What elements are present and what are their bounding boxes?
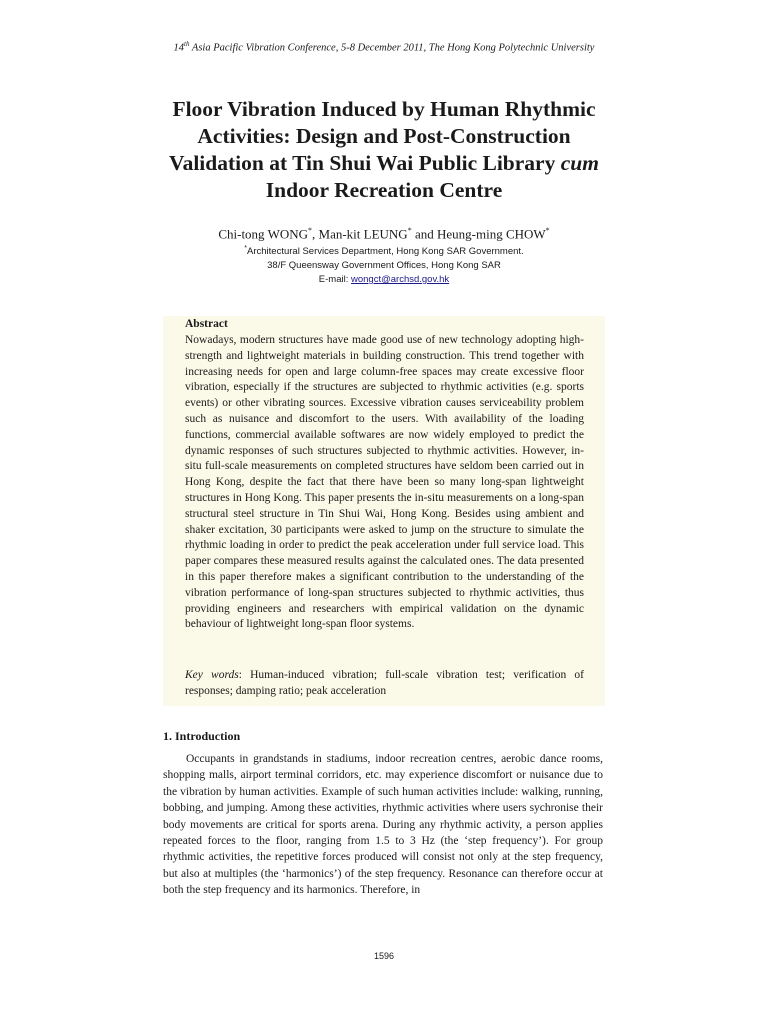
affiliation-mark: * [244, 245, 248, 252]
conference-header [0, 40, 768, 54]
title-line-3-main: Validation at Tin Shui Wai Public Library [169, 151, 561, 175]
introduction-body: Occupants in grandstands in stadiums, indoor recreation centres, aerobic dance rooms, shopping malls, airport terminal corridors, etc. may experience discomfort or nuisance due to the vibration by human activities. Example of such human activities include: walking, running, bobbing, and jumping. Among these activities, rhythmic activities where users sychronise their body movements are critical for sports arena. During any rhythmic activity, a person applies repeated forces to the floor, ranging from 1.5 to 3 Hz (the ‘step frequency’). For group rhythmic activities, the repetitive forces produced will consist not only at the step frequency, but also at multiples (the ‘harmonics’) of the step frequency. Resonance can therefore occur at both the step frequency and its harmonics. Therefore, in [163, 753, 603, 897]
paper-title [120, 96, 648, 204]
email-label: E-mail: [318, 274, 351, 285]
author-3-mark: * [545, 226, 550, 235]
introduction-heading: 1. Introduction [163, 729, 241, 743]
page-number: 1596 [373, 951, 395, 961]
conference-name: Asia Pacific Vibration Conference, 5-8 December 2011, The Hong Kong Polytechnic University [189, 42, 595, 54]
conference-ordinal-suffix: th [184, 40, 190, 48]
author-2: Man-kit LEUNG [318, 226, 408, 242]
affiliation-line-2: 38/F Queensway Government Offices, Hong Kong SAR [267, 260, 501, 271]
author-list [0, 226, 768, 242]
title-line-2: Activities: Design and Post-Construction [197, 124, 571, 148]
abstract-body: Nowadays, modern structures have made good use of new technology adopting high-strength and lightweight materials in building construction. This trend together with increasing needs for open and large column-free spaces may create excessive floor vibration, especially if the structures are subjected to rhythmic activities (e.g. sports events) or other vibrating sources. Excessive vibration causes serviceability problem such as nuisance and discomfort to the users. With availability of the loading functions, commercial available softwares are now widely employed to predict the dynamic responses of such structures subjected to rhythmic activities. However, in-situ full-scale measurements on completed structures have seldom been carried out in Hong Kong, despite the fact that there have been so many long-span lightweight structures in Hong Kong. This paper presents the in-situ measurements on a long-span structural steel structure in Tin Shui Wai, Hong Kong. Besides using ambient and shaker excitation, 30 participants were asked to jump on the structure to simulate the rhythmic loading in order to predict the peak acceleration under full service load. This paper compares these measured results against the calculated ones. The data presented in this paper therefore makes a significant contribution to the understanding of the vibration performance of long-span structures subjected to rhythmic activities, thus providing engineers and researchers with empirical validation on the dynamic behaviour of lightweight long-span floor systems. [185, 334, 584, 631]
affiliation-line-1 [0, 245, 768, 257]
author-3: Heung-ming CHOW [436, 226, 546, 242]
email-link[interactable]: wongct@archsd.gov.hk [351, 274, 450, 285]
abstract-heading: Abstract [185, 318, 228, 330]
keywords-label: Key words [185, 669, 239, 681]
author-2-mark: * [407, 226, 412, 235]
title-line-3 [120, 150, 648, 177]
affiliation-department: Architectural Services Department, Hong Kong SAR Government. [247, 246, 524, 258]
author-separator-1: , [312, 226, 319, 242]
affiliation-email-line [0, 274, 768, 285]
title-line-3-italic: cum [560, 151, 599, 175]
title-line-4: Indoor Recreation Centre [265, 178, 503, 202]
author-1-mark: * [308, 226, 313, 235]
title-line-1: Floor Vibration Induced by Human Rhythmic [172, 97, 596, 121]
author-separator-2: and [411, 226, 437, 242]
keywords [185, 668, 584, 700]
author-1: Chi-tong WONG [218, 226, 309, 242]
conference-ordinal: 14 [173, 42, 185, 54]
keywords-text: : Human-induced vibration; full-scale vibration test; verification of responses; damping ratio; peak acceleration [185, 669, 584, 697]
